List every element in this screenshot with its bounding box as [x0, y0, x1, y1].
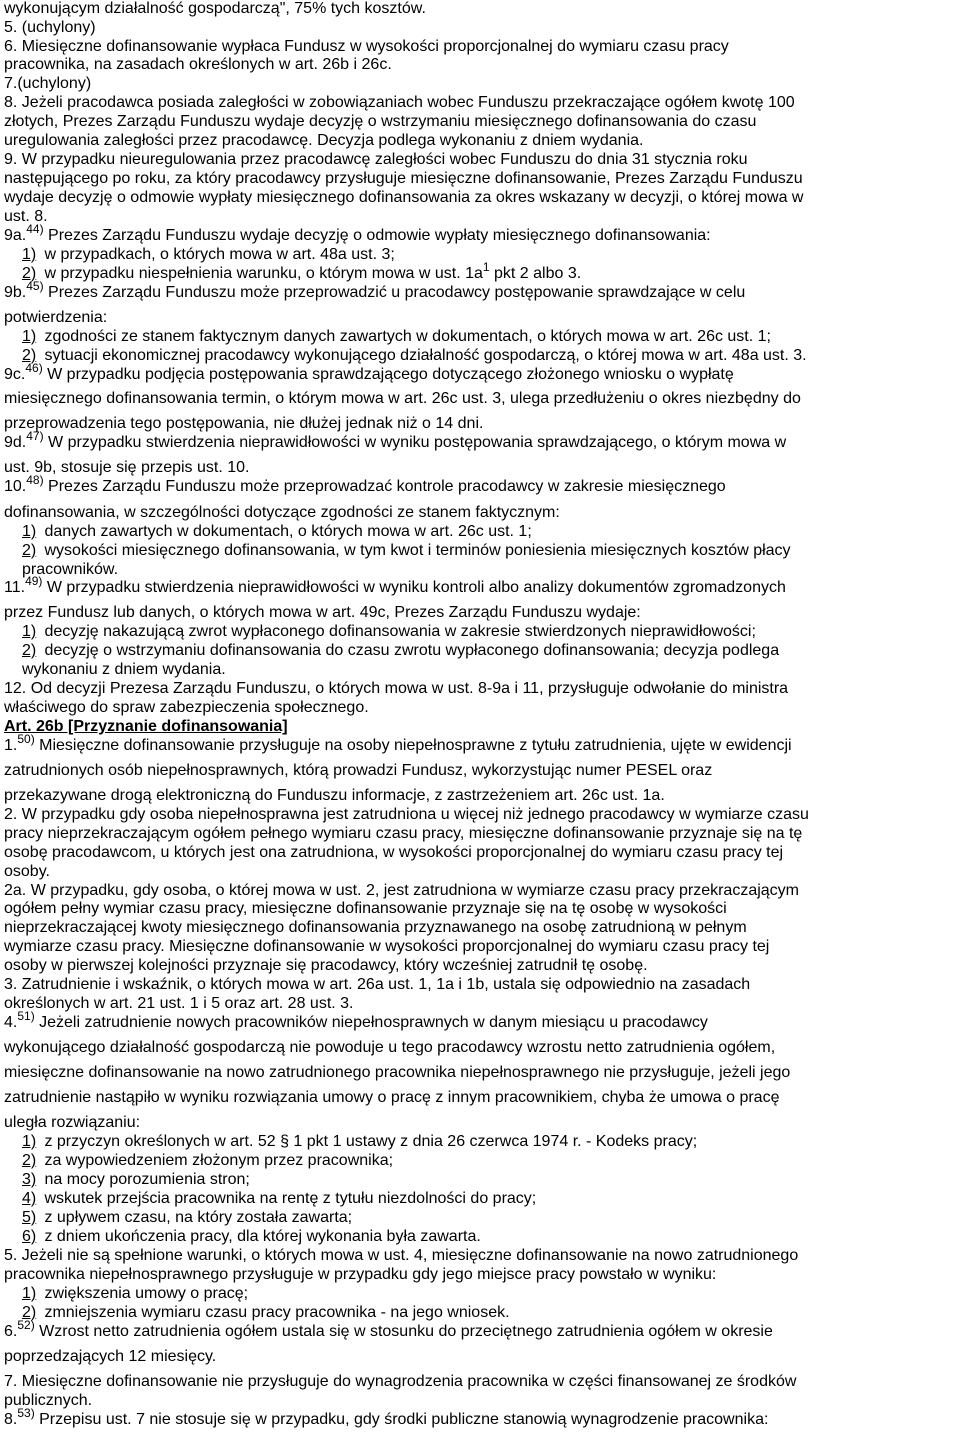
text-line: wykonującym działalność gospodarczą", 75% tych kosztów.: [4, 0, 426, 17]
list-item: 2) decyzję o wstrzymaniu dofinansowania do czasu zwrotu wypłaconego dofinansowania; decyzja podlega: [22, 642, 780, 659]
text-line: ust. 9b, stosuje się przepis ust. 10.: [4, 459, 250, 476]
text-line: 6. Miesięczne dofinansowanie wypłaca Fundusz w wysokości proporcjonalnej do wymiaru czasu pracy: [4, 38, 729, 55]
list-item: 2) wysokości miesięcznego dofinansowania, w tym kwot i terminów poniesienia miesięcznych kosztów płacy: [22, 542, 791, 559]
list-item: 1) w przypadkach, o których mowa w art. 48a ust. 3;: [22, 246, 395, 263]
text-line: 12. Od decyzji Prezesa Zarządu Funduszu, o których mowa w ust. 8-9a i 11, przysługuje odwołanie do ministra: [4, 680, 789, 697]
text-line: 8. Jeżeli pracodawca posiada zaległości w zobowiązaniach wobec Funduszu przekraczające ogółem kwotę 100: [4, 94, 795, 111]
text-line: 9c.$^{46)}$ W przypadku podjęcia postępowania sprawdzającego dotyczącego złożonego wniosku o wypłatę: [4, 361, 734, 383]
text-line: wymiarze czasu pracy. Miesięczne dofinansowanie w wysokości proporcjonalnej do wymiaru czasu pracy tej: [4, 938, 770, 955]
text-line: dofinansowania, w szczególności dotyczące zgodności ze stanem faktycznym:: [4, 504, 560, 521]
text-line: uległa rozwiązaniu:: [4, 1114, 141, 1131]
list-item: 2) w przypadku niespełnienia warunku, o którym mowa w ust. $1a^1$ pkt 2 albo 3.: [22, 260, 582, 282]
text-line: 9. W przypadku nieuregulowania przez pracodawcę zaległości wobec Funduszu do dnia 31 stycznia roku: [4, 151, 748, 168]
list-item: 2) sytuacji ekonomicznej pracodawcy wykonującego działalność gospodarczą, o której mowa w art. 48a ust. 3.: [22, 347, 807, 364]
text-line: 1.$^{50)}$ Miesięczne dofinansowanie przysługuje na osoby niepełnosprawne z tytułu zatrudnienia, ujęte w ewidencji: [4, 732, 792, 754]
list-item: 1) decyzję nakazującą zwrot wypłaconego dofinansowania w zakresie stwierdzonych nieprawidłowości;: [22, 623, 756, 640]
text-line: 7.(uchylony): [4, 75, 92, 92]
text-line: uregulowania zaległości przez pracodawcę. Decyzja podlega wykonaniu z dniem wydania.: [4, 132, 644, 149]
list-item: 6) z dniem ukończenia pracy, dla której wykonania była zawarta.: [22, 1228, 481, 1245]
text-line: publicznych.: [4, 1392, 93, 1409]
text-line: miesięcznego dofinansowania termin, o którym mowa w art. 26c ust. 3, ulega przedłużeniu o okres niezbędny do: [4, 390, 801, 407]
article-heading: Art. 26b [Przyznanie dofinansowania]: [4, 718, 288, 735]
text-line: osoby.: [4, 863, 50, 880]
text-line: pracownika, na zasadach określonych w art. 26b i 26c.: [4, 56, 392, 73]
list-item: 2) za wypowiedzeniem złożonym przez pracownika;: [22, 1152, 394, 1169]
text-line: 4.$^{51)}$ Jeżeli zatrudnienie nowych pracowników niepełnosprawnych w danym miesiącu u pracodawcy: [4, 1009, 708, 1031]
text-line: 2a. W przypadku, gdy osoba, o której mowa w ust. 2, jest zatrudniona w wymiarze czasu pracy przekraczającym: [4, 882, 799, 899]
list-item: 1) zgodności ze stanem faktycznym danych zawartych w dokumentach, o których mowa w art. 26c ust. 1;: [22, 328, 771, 345]
text-line: 6.$^{52)}$ Wzrost netto zatrudnienia ogółem ustala się w stosunku do przeciętnego zatrudnienia ogółem w okresie: [4, 1318, 773, 1340]
text-line: wykonującego działalność gospodarczą nie powoduje u tego pracodawcy wzrostu netto zatrudnienia ogółem,: [4, 1039, 776, 1056]
text-line: zatrudnienie nastąpiło w wyniku rozwiązania umowy o pracę z innym pracownikiem, chyba że umowa o pracę: [4, 1089, 780, 1106]
text-line: osobę pracodawcom, u których jest ona zatrudniona, w wysokości proporcjonalnej do wymiaru czasu pracy tej: [4, 844, 784, 861]
list-item: 1) z przyczyn określonych w art. 52 § 1 pkt 1 ustawy z dnia 26 czerwca 1974 r. - Kodeks pracy;: [22, 1133, 698, 1150]
text-line: 5. Jeżeli nie są spełnione warunki, o których mowa w ust. 4, miesięczne dofinansowanie na nowo zatrudnionego: [4, 1247, 799, 1264]
text-line: 9b.$^{45)}$ Prezes Zarządu Funduszu może przeprowadzić u pracodawcy postępowanie sprawdzające w celu: [4, 279, 746, 301]
text-line: pracownika niepełnosprawnego przysługuje w przypadku gdy jego miejsce pracy powstało w wyniku:: [4, 1266, 717, 1283]
text-line: przez Fundusz lub danych, o których mowa w art. 49c, Prezes Zarządu Funduszu wydaje:: [4, 604, 641, 621]
text-line: miesięczne dofinansowanie na nowo zatrudnionego pracownika niepełnosprawnego nie przysługuje, jeżeli jego: [4, 1064, 791, 1081]
text-line: potwierdzenia:: [4, 309, 108, 326]
list-item: 1) zwiększenia umowy o pracę;: [22, 1285, 249, 1302]
text-line: następującego po roku, za który pracodawcy przysługuje miesięczne dofinansowanie, Prezes Zarządu Funduszu: [4, 170, 803, 187]
text-line: 9d.$^{47)}$ W przypadku stwierdzenia nieprawidłowości w wyniku postępowania sprawdzającego, o którym mowa w: [4, 429, 787, 451]
list-item: 3) na mocy porozumienia stron;: [22, 1171, 250, 1188]
text-line: zatrudnionych osób niepełnosprawnych, którą prowadzi Fundusz, wykorzystując numer PESEL oraz: [4, 762, 713, 779]
text-line: złotych, Prezes Zarządu Funduszu wydaje decyzję o wstrzymaniu miesięcznego dofinansowania do czasu: [4, 113, 757, 130]
text-line: 10.$^{48)}$ Prezes Zarządu Funduszu może przeprowadzać kontrole pracodawcy w zakresie miesięcznego: [4, 473, 726, 495]
text-line: wydaje decyzję o odmowie wypłaty miesięcznego dofinansowania za okres wskazany w decyzji, o której mowa w: [4, 189, 804, 206]
text-line: osoby w pierwszej kolejności przyznaje się pracodawcy, który wcześniej zatrudnił tę osobę.: [4, 957, 648, 974]
text-line: 7. Miesięczne dofinansowanie nie przysługuje do wynagrodzenia pracownika w części finansowanej ze środków: [4, 1373, 797, 1390]
text-line: właściwego do spraw zabezpieczenia społecznego.: [4, 699, 369, 716]
text-line: pracowników.: [22, 561, 119, 578]
text-line: 11.$^{49)}$ W przypadku stwierdzenia nieprawidłowości w wyniku kontroli albo analizy dokumentów zgromadzonych: [4, 574, 786, 596]
list-item: 5) z upływem czasu, na który została zawarta;: [22, 1209, 353, 1226]
text-line: ogółem pełny wymiar czasu pracy, miesięczne dofinansowanie przyznaje się na tę osobę w wysokości: [4, 900, 727, 917]
text-line: pracy nieprzekraczającym ogółem pełnego wymiaru czasu pracy, miesięczne dofinansowanie przyznaje się na tę: [4, 825, 803, 842]
text-line: wykonaniu z dniem wydania.: [22, 661, 226, 678]
text-line: przekazywane drogą elektroniczną do Funduszu informacje, z zastrzeżeniem art. 26c ust. 1a.: [4, 787, 665, 804]
text-line: ust. 8.: [4, 208, 48, 225]
list-item: 1) danych zawartych w dokumentach, o których mowa w art. 26c ust. 1;: [22, 523, 532, 540]
list-item: 4) wskutek przejścia pracownika na rentę z tytułu niezdolności do pracy;: [22, 1190, 537, 1207]
text-line: 8.$^{53)}$ Przepisu ust. 7 nie stosuje się w przypadku, gdy środki publiczne stanowią wynagrodzenie pracownika:: [4, 1406, 769, 1428]
text-line: określonych w art. 21 ust. 1 i 5 oraz art. 28 ust. 3.: [4, 995, 354, 1012]
list-item: 2) zmniejszenia wymiaru czasu pracy pracownika - na jego wniosek.: [22, 1304, 510, 1321]
text-line: 2. W przypadku gdy osoba niepełnosprawna jest zatrudniona u więcej niż jednego pracodawcy w wymiarze czasu: [4, 806, 809, 823]
text-line: przeprowadzenia tego postępowania, nie dłużej jednak niż o 14 dni.: [4, 415, 484, 432]
text-line: 3. Zatrudnienie i wskaźnik, o których mowa w art. 26a ust. 1, 1a i 1b, ustala się odpowiednio na zasadach: [4, 976, 751, 993]
text-line: nieprzekraczającej kwoty miesięcznego dofinansowania przyznawanego na osobę zatrudnioną w pełnym: [4, 919, 747, 936]
text-line: 5. (uchylony): [4, 19, 96, 36]
text-line: poprzedzających 12 miesięcy.: [4, 1348, 217, 1365]
text-line: 9a.$^{44)}$ Prezes Zarządu Funduszu wydaje decyzję o odmowie wypłaty miesięcznego dofinansowania:: [4, 222, 711, 244]
